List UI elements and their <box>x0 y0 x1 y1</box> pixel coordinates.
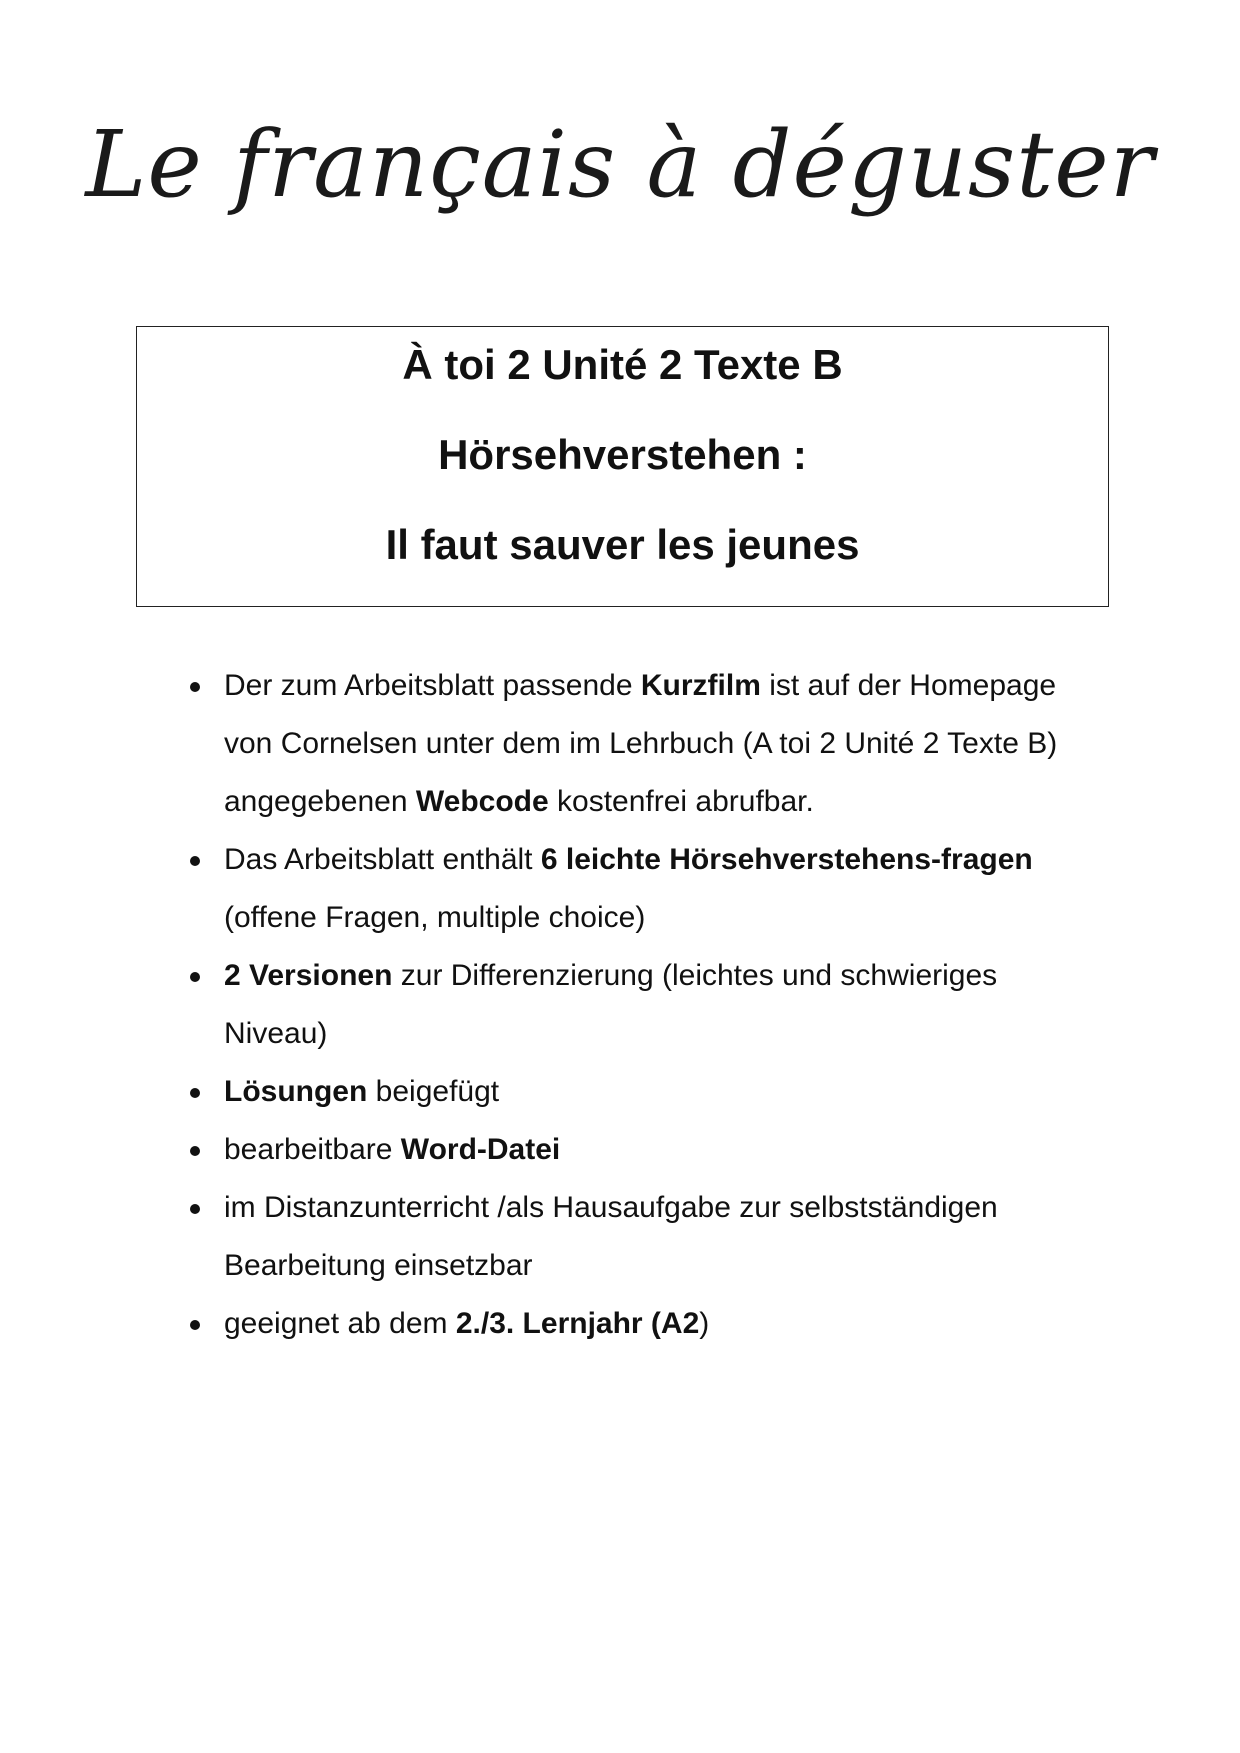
item-text: Das Arbeitsblatt enthält <box>224 843 541 876</box>
item-bold: Kurzfilm <box>640 669 761 702</box>
item-text: ) <box>699 1307 710 1340</box>
topic-title: Il faut sauver les jeunes <box>385 521 860 568</box>
item-text: bearbeitbare <box>224 1133 401 1166</box>
title-box <box>136 326 1109 607</box>
item-text: ist auf der Homepage von Cornelsen unter dem im Lehrbuch (A toi 2 Unité 2 Texte B) angegebenen <box>224 669 1058 818</box>
item-text: (offene Fragen, multiple choice) <box>224 901 646 934</box>
item-text: geeignet ab dem <box>224 1307 456 1340</box>
list-item <box>185 1179 1105 1295</box>
item-bold: Lösungen <box>224 1075 368 1108</box>
feature-list <box>185 657 1105 1353</box>
list-item <box>185 831 1105 947</box>
bullet-icon <box>190 972 200 982</box>
list-item <box>185 947 1105 1063</box>
bullet-icon <box>190 1088 200 1098</box>
unit-title: À toi 2 Unité 2 Texte B <box>402 341 843 388</box>
bullet-icon <box>190 1204 200 1214</box>
item-bold: Webcode <box>415 785 549 818</box>
item-bold: 2 Versionen <box>224 959 393 992</box>
bullet-icon <box>190 1320 200 1330</box>
item-bold: 6 leichte Hörsehverstehens-fragen <box>540 843 1033 876</box>
item-text: zur Differenzierung (leichtes und schwieriges Niveau) <box>224 959 998 1050</box>
item-bold: 2./3. Lernjahr (A2 <box>455 1307 700 1340</box>
item-bold: Word-Datei <box>400 1133 561 1166</box>
item-text: kostenfrei abrufbar. <box>548 785 814 818</box>
bullet-icon <box>190 856 200 866</box>
list-item <box>185 1121 1105 1179</box>
list-item <box>185 1295 1105 1353</box>
bullet-icon <box>190 682 200 692</box>
list-item <box>185 657 1105 831</box>
bullet-icon <box>190 1146 200 1156</box>
list-item <box>185 1063 1105 1121</box>
item-text: Der zum Arbeitsblatt passende <box>224 669 641 702</box>
task-type-title: Hörsehverstehen : <box>438 431 807 478</box>
item-text: im Distanzunterricht /als Hausaufgabe zur selbstständigen Bearbeitung einsetzbar <box>224 1191 998 1282</box>
brand-title: Le français à déguster <box>85 111 1155 218</box>
item-text: beigefügt <box>367 1075 500 1108</box>
